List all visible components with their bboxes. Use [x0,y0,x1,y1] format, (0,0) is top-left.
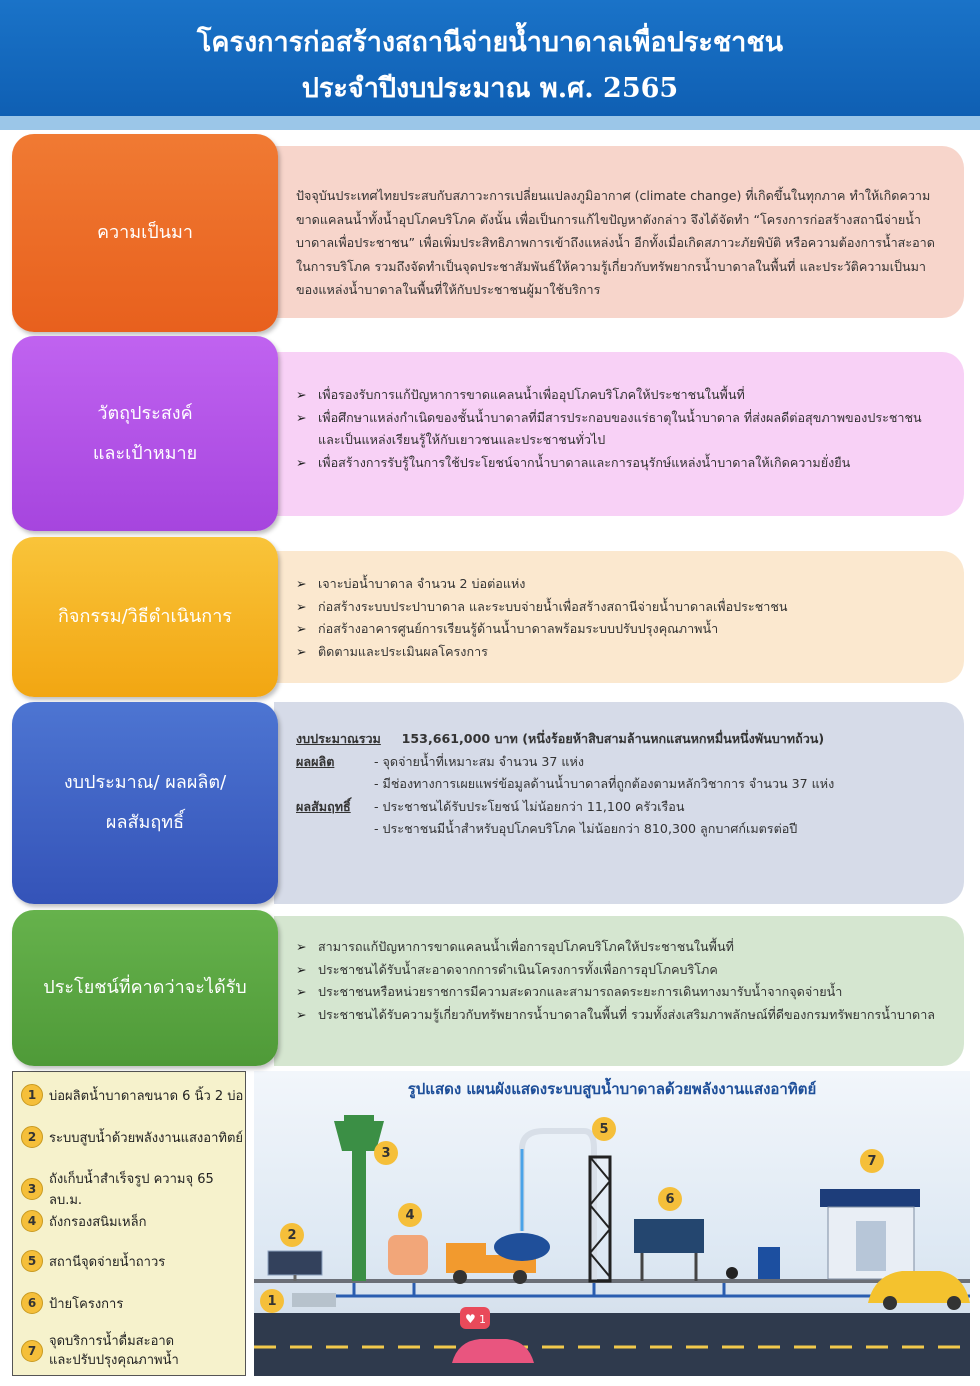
budget-label-line2: ผลสัมฤทธิ์ [105,812,185,833]
list-item: ➢ สามารถแก้ปัญหาการขาดแคลนน้ำเพื่อการอุปโภคบริโภคให้ประชาชนในพื้นที่ [296,936,946,959]
legend-text: ถังกรองสนิมเหล็ก [49,1214,147,1230]
system-diagram [254,1071,970,1376]
output-item: - จุดจ่ายน้ำที่เหมาะสม จำนวน 37 แห่ง [374,753,584,769]
legend-item [21,1126,243,1148]
diagram-label-4: 4 [398,1203,422,1227]
output-item: - มีช่องทางการเผยแพร่ข้อมูลด้านน้ำบาดาลที่ถูกต้องตามหลักวิชาการ จำนวน 37 แห่ง [374,776,835,792]
section-budget [12,702,964,904]
list-item: ➢ ก่อสร้างระบบประปาบาดาล และระบบจ่ายน้ำเพื่อสร้างสถานีจ่ายน้ำบาดาลเพื่อประชาชน [296,596,946,619]
budget-total-label: งบประมาณรวม [296,731,381,746]
diagram-label-5: 5 [592,1117,616,1141]
well-icon [292,1293,336,1307]
section-benefits [12,910,964,1066]
road [254,1313,970,1376]
water-barrel-icon [758,1247,780,1279]
diagram-label-7: 7 [860,1149,884,1173]
outcome-item: - ประชาชนมีน้ำสำหรับอุปโภคบริโภค ไม่น้อยกว่า 810,300 ลูกบาศก์เมตรต่อปี [374,821,798,837]
list-item: ➢ เจาะบ่อน้ำบาดาล จำนวน 2 บ่อต่อแห่ง [296,573,946,596]
benefits-tab [12,910,278,1066]
solar-panel-icon [268,1251,322,1275]
legend-item [21,1250,165,1272]
background-label: ความเป็นมา [97,222,193,243]
objectives-label-line1: วัตถุประสงค์ [97,402,193,424]
background-panel [274,146,964,318]
list-item: ➢ ประชาชนได้รับความรู้เกี่ยวกับทรัพยากรน้ำบาดาลในพื้นที่ รวมทั้งส่งเสริมภาพลักษณ์ที่ดีของกรมทรัพยากรน้ำบาดาล [296,1004,946,1027]
like-count: 1 [479,1313,486,1326]
legend-text: จุดบริการน้ำดื่มสะอาด [49,1334,175,1349]
diagram-title: รูปแสดง แผนผังแสดงระบบสูบน้ำบาดาลด้วยพลังงานแสงอาทิตย์ [407,1080,817,1098]
legend-item [21,1292,123,1314]
section-background [12,134,964,332]
legend-item [21,1084,243,1106]
legend-text-line2: และปรับปรุงคุณภาพน้ำ [49,1353,179,1368]
budget-panel [274,702,964,904]
list-item: ➢ เพื่อรองรับการแก้ปัญหาการขาดแคลนน้ำเพื่ออุปโภคบริโภคให้ประชาชนในพื้นที่ [296,384,946,407]
background-tab [12,134,278,332]
legend-number: 5 [21,1250,43,1272]
section-objectives [12,336,964,531]
section-activities [12,537,964,697]
legend-number: 6 [21,1292,43,1314]
project-sign-icon [634,1219,704,1253]
activities-list [296,573,946,663]
legend-text: ถังเก็บน้ำสำเร็จรูป ความจุ 65 ลบ.ม. [49,1172,214,1208]
objectives-panel [274,352,964,516]
diagram-label-2: 2 [280,1223,304,1247]
legend-item [21,1168,245,1210]
list-item: ➢ ก่อสร้างอาคารศูนย์การเรียนรู้ด้านน้ำบาดาลพร้อมระบบปรับปรุงคุณภาพน้ำ [296,618,946,641]
legend-number: 3 [21,1178,43,1200]
legend-text: สถานีจุดจ่ายน้ำถาวร [49,1254,166,1270]
list-item: ➢ เพื่อศึกษาแหล่งกำเนิดของชั้นน้ำบาดาลที่มีสารประกอบของแร่ธาตุในน้ำบาดาล ที่ส่งผลดีต่อสุขภาพของประชาชน และเป็นแหล่งเรียนรู้ให้กับเยาวชนและประชาชนทั่วไป [296,407,946,452]
budget-total [296,728,946,751]
diagram-label-1: 1 [260,1289,284,1313]
legend-number: 2 [21,1126,43,1148]
benefits-label: ประโยชน์ที่คาดว่าจะได้รับ [43,977,247,998]
legend-number: 1 [21,1084,43,1106]
legend-number: 7 [21,1340,43,1362]
benefits-list [296,936,946,1026]
legend-item [21,1332,179,1370]
objectives-tab [12,336,278,531]
list-item: ➢ ติดตามและประเมินผลโครงการ [296,641,946,664]
diagram-illustration [254,1071,970,1376]
header-strip [0,116,980,130]
list-item: ➢ เพื่อสร้างการรับรู้ในการใช้ประโยชน์จากน้ำบาดาลและการอนุรักษ์แหล่งน้ำบาดาลให้เกิดความยั่งยืน [296,452,946,475]
activities-panel [274,551,964,683]
truck-icon [446,1243,486,1273]
water-tower-icon [344,1115,374,1121]
legend-text: บ่อผลิตน้ำบาดาลขนาด 6 นิ้ว 2 บ่อ [49,1088,244,1104]
budget-total-value: 153,661,000 บาท (หนึ่งร้อยห้าสิบสามล้านหกแสนหกหมื่นหนึ่งพันบาทถ้วน) [401,731,825,746]
background-text: ปัจจุบันประเทศไทยประสบกับสภาวะการเปลี่ยนแปลงภูมิอากาศ (climate change) ที่เกิดขึ้นในทุกภาค ทำให้เกิดความขาดแคลนน้ำทั้งน้ำอุปโภคบริโภค ดังนั้น เพื่อเป็นการแก้ไขปัญหาดังกล่าว จึงได้จัดทำ “โครงการก่อสร้างสถานีจ่ายน้ำบาดาลเพื่อประชาชน” เพื่อเพิ่มประสิทธิภาพการเข้าถึงแหล่งน้ำ อีกทั้งเมื่อเกิดสภาวะภัยพิบัติ หรือความต้องการน้ำสะอาดในการบริโภค รวมถึงจัดทำเป็นจุดประชาสัมพันธ์ให้ความรู้เกี่ยวกับทรัพยากรน้ำบาดาลในพื้นที่ และประวัติความเป็นมาของแหล่งน้ำบาดาลในพื้นที่ให้กับประชาชนผู้มาใช้บริการ [296,188,935,298]
water-kiosk-icon [820,1189,920,1207]
svg-text:♥: ♥ [465,1312,476,1326]
output-label: ผลผลิต [296,753,335,769]
objectives-list [296,384,946,474]
page-subtitle: ประจำปีงบประมาณ พ.ศ. 2565 [301,73,679,104]
diagram-label-3: 3 [374,1141,398,1165]
page-title: โครงการก่อสร้างสถานีจ่ายน้ำบาดาลเพื่อประชาชน [196,27,784,58]
activities-tab [12,537,278,697]
legend-item [21,1210,146,1232]
diagram-label-6: 6 [658,1187,682,1211]
diagram-legend [12,1071,246,1376]
legend-text: ระบบสูบน้ำด้วยพลังงานแสงอาทิตย์ [49,1130,244,1146]
budget-tab [12,702,278,904]
filter-tank-icon [388,1235,428,1275]
water-pipe [294,1283,970,1296]
objectives-label-line2: และเป้าหมาย [92,442,198,464]
budget-label-line1: งบประมาณ/ ผลผลิต/ [63,772,227,793]
benefits-panel [274,916,964,1066]
activities-label: กิจกรรม/วิธีดำเนินการ [58,606,232,627]
budget-outcome [296,796,946,841]
outcome-item: - ประชาชนได้รับประโยชน์ ไม่น้อยกว่า 11,100 ครัวเรือน [374,798,685,814]
list-item: ➢ ประชาชนหรือหน่วยราชการมีความสะดวกและสามารถลดระยะการเดินทางมารับน้ำจากจุดจ่ายน้ำ [296,981,946,1004]
outcome-label: ผลสัมฤทธิ์ [296,798,351,814]
legend-text: ป้ายโครงการ [49,1296,124,1312]
legend-number: 4 [21,1210,43,1232]
list-item: ➢ ประชาชนได้รับน้ำสะอาดจากการดำเนินโครงการทั้งเพื่อการอุปโภคบริโภค [296,959,946,982]
budget-output [296,751,946,796]
